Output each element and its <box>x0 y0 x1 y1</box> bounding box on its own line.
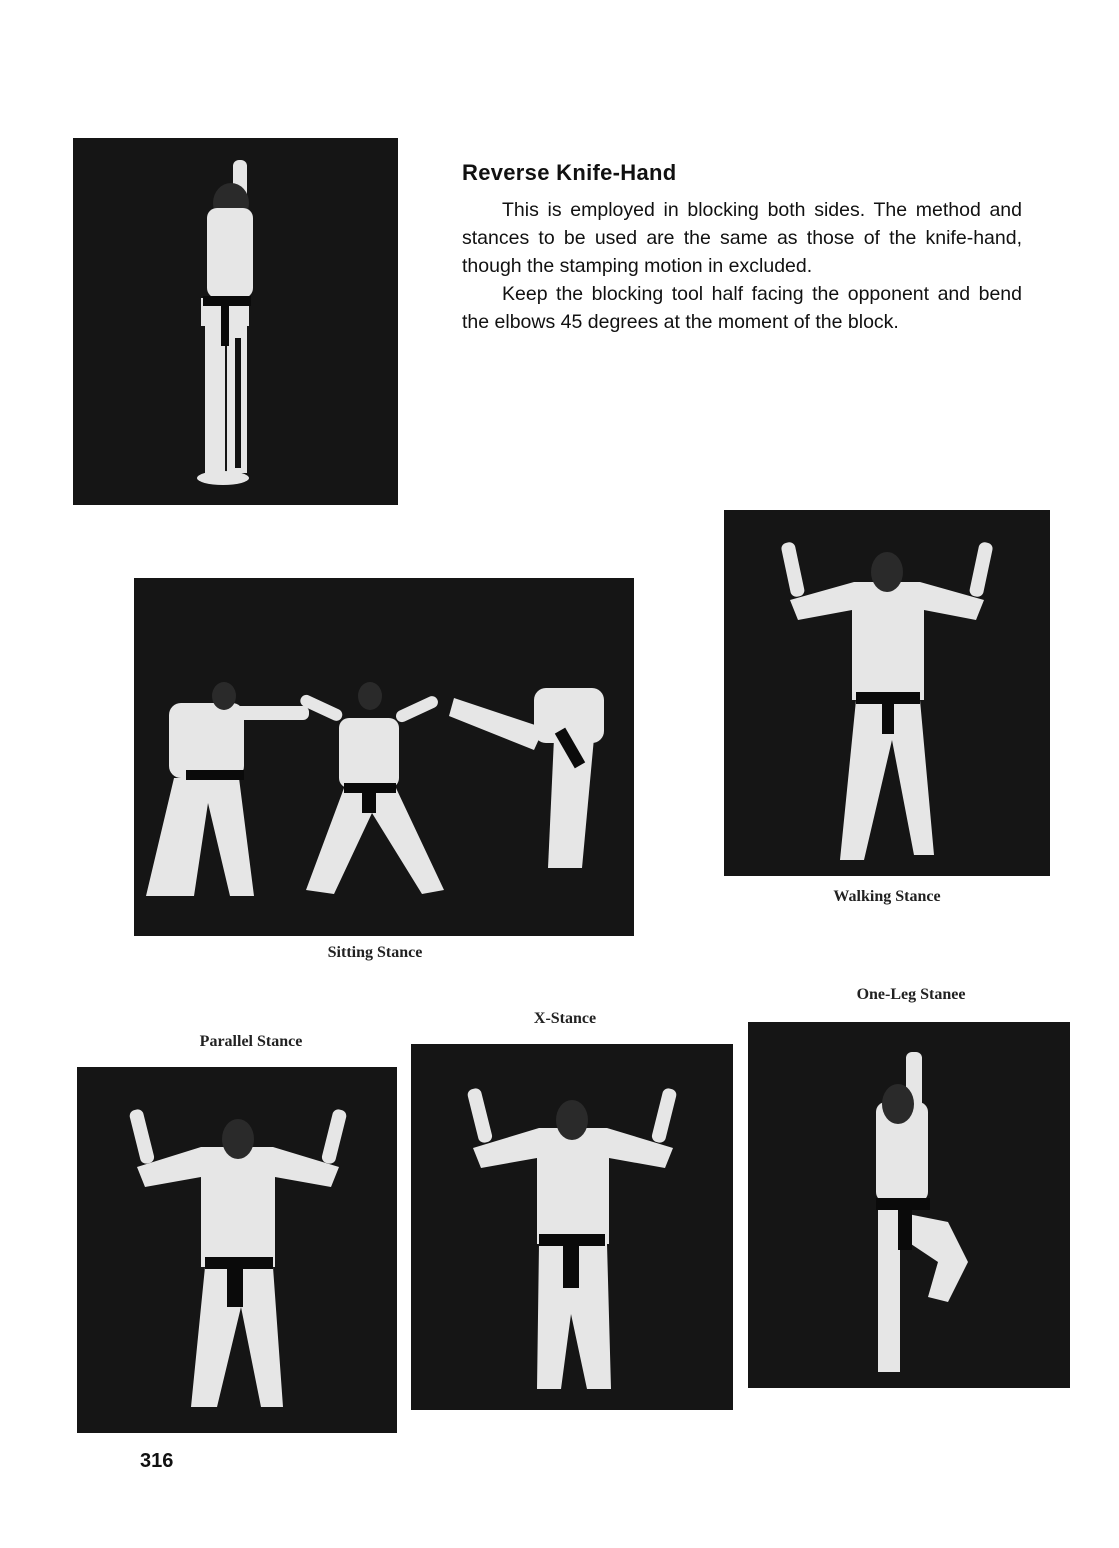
paragraph-1: This is employed in blocking both sides. The method and stances to be used are the same as those of the knife-hand, though the stamping motion in excluded. <box>462 199 1022 277</box>
figure-side-view <box>73 138 398 505</box>
photo-one-leg-stance <box>748 1022 1070 1388</box>
caption-sitting-stance: Sitting Stance <box>327 944 423 961</box>
caption-walking-stance: Walking Stance <box>833 888 941 905</box>
figure-group-three <box>134 578 634 936</box>
figure-parallel-stance <box>77 1067 397 1433</box>
figure-one-leg-stance <box>748 1022 1070 1388</box>
photo-sitting-stance <box>134 578 634 936</box>
figure-walking-stance <box>724 510 1050 876</box>
figure-x-stance <box>411 1044 733 1410</box>
section-body <box>462 196 1022 336</box>
page-number: 316 <box>140 1450 174 1472</box>
caption-one-leg-stance: One-Leg Stanee <box>856 986 966 1003</box>
photo-reverse-knife-hand-side <box>73 138 398 505</box>
caption-parallel-stance: Parallel Stance <box>199 1033 303 1050</box>
paragraph-2: Keep the blocking tool half facing the opponent and bend the elbows 45 degrees at the moment of the block. <box>462 283 1022 333</box>
caption-x-stance: X-Stance <box>533 1010 597 1027</box>
photo-walking-stance <box>724 510 1050 876</box>
section-heading: Reverse Knife-Hand <box>462 160 677 185</box>
photo-x-stance <box>411 1044 733 1410</box>
photo-parallel-stance <box>77 1067 397 1433</box>
